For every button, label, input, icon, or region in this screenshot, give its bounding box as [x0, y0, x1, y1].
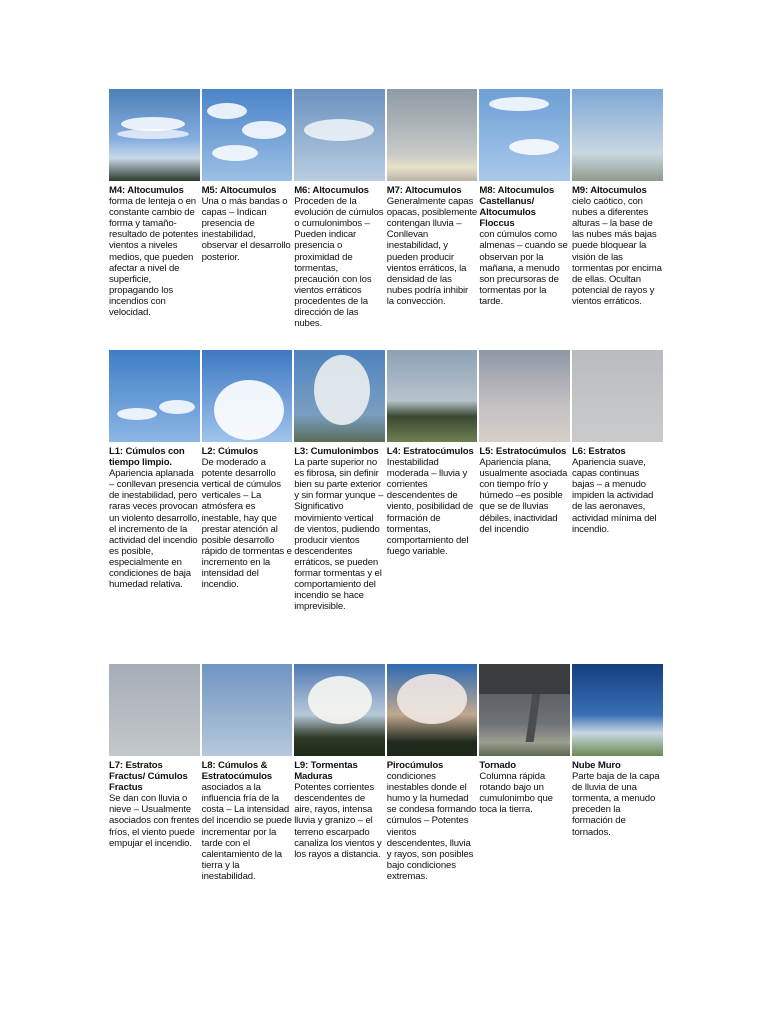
cloud-card-l1	[109, 350, 200, 664]
cloud-card-l6	[572, 350, 663, 664]
cloud-title: M9: Altocumulos	[571, 185, 647, 196]
cloud-title: M5: Altocumulos	[201, 185, 277, 196]
cloud-card-l2	[202, 350, 293, 664]
cloud-desc: cielo caótico, con nubes a diferentes alturas – la base de las nubes más bajas puede bloquear la visión de las tormentas por encima de ellas. Ocultan potencial de rayos y vientos erráticos.	[571, 196, 662, 307]
cloud-title: L3: Cumulonimbos	[294, 446, 379, 457]
cloud-photo-l9	[294, 664, 385, 756]
cloud-title: M6: Altocumulos	[294, 185, 369, 196]
cloud-title: L6: Estratos	[571, 446, 626, 457]
cloud-card-m6	[294, 89, 385, 350]
cloud-title: L9: Tormentas Maduras	[294, 760, 358, 783]
cloud-title: L7: Estratos Fractus/ Cúmulos Fractus	[109, 760, 188, 794]
cloud-desc: asociados a la influencia fría de la costa – La intensidad del incendio se puede incrementar por la tarde con el calentamiento de la tierra y la inestabilidad.	[201, 782, 292, 882]
cloud-desc: La parte superior no es fibrosa, sin definir bien su parte exterior y sin formar yunque – Significativo movimiento vertical de vientos, pudiendo producir vientos descendentes erráticos, se pueden formar tormentas y el comportamiento del incendio se hace imprevisible.	[294, 457, 384, 613]
cloud-card-pyro	[387, 664, 478, 964]
cloud-desc: Apariencia plana, usualmente asociada con tiempo frío y húmedo –es posible que se de lluvias débiles, inactividad del incendio	[479, 457, 568, 535]
cloud-title: M4: Altocumulos	[109, 185, 184, 196]
cloud-photo-l4	[387, 350, 478, 442]
cloud-card-l3	[294, 350, 385, 664]
cloud-photo-m4	[109, 89, 200, 181]
cloud-desc: forma de lenteja o en constante cambio de forma y tamaño- resultado de potentes vientos a niveles medios, que pueden afectar a nivel de superficie, propagando los incendios con velocidad.	[109, 196, 199, 319]
cloud-photo-m9	[572, 89, 663, 181]
cloud-desc: Generalmente capas opacas, posiblemente contengan lluvia – Conllevan inestabilidad, y pueden producir vientos erráticos, la densidad de las nubes podría inhibir la convección.	[386, 196, 478, 307]
cloud-desc: condiciones inestables donde el humo y la humedad se condesa formando cúmulos – Potentes vientos descendentes, lluvia y rayos, son posibles bajo condiciones extremas.	[386, 771, 477, 882]
cloud-title: Tornado	[479, 760, 516, 771]
cloud-desc: Una o más bandas o capas – Indican presencia de inestabilidad, observar el desarrollo posterior.	[201, 196, 291, 263]
cloud-card-tornado	[479, 664, 570, 964]
cloud-row-mid	[109, 89, 663, 350]
cloud-card-m8	[479, 89, 570, 350]
cloud-title: M8: Altocumulos Castellanus/ Altocumulos Floccus	[479, 185, 555, 230]
cloud-desc: Se dan con lluvia o nieve – Usualmente asociados con frentes fríos, el viento puede empujar el incendio.	[109, 793, 200, 849]
cloud-card-m9	[572, 89, 663, 350]
cloud-photo-wall	[572, 664, 663, 756]
cloud-photo-m8	[479, 89, 570, 181]
cloud-photo-l5	[479, 350, 570, 442]
cloud-desc: Apariencia aplanada – conllevan presencia de inestabilidad, pero raras veces provocan un violento desarrollo, el incremento de la actividad del incendio es posible, especialmente en condiciones de baja humedad relativa.	[109, 468, 200, 591]
cloud-photo-l6	[572, 350, 663, 442]
cloud-desc: Apariencia suave, capas continuas bajas – a menudo impiden la actividad de las aeronaves, actividad mínima del incendio.	[571, 457, 657, 535]
cloud-row-storm	[109, 664, 663, 964]
cloud-card-m7	[387, 89, 478, 350]
cloud-desc: Columna rápida rotando bajo un cumulonimbo que toca la tierra.	[479, 771, 553, 816]
cloud-card-m5	[202, 89, 293, 350]
cloud-photo-l7	[109, 664, 200, 756]
cloud-title: L2: Cúmulos	[201, 446, 259, 457]
cloud-photo-m5	[202, 89, 293, 181]
cloud-photo-l3	[294, 350, 385, 442]
cloud-photo-l2	[202, 350, 293, 442]
cloud-desc: con cúmulos como almenas – cuando se observan por la mañana, a menudo son precursoras de tormentas por la tarde.	[479, 229, 568, 307]
cloud-title: L8: Cúmulos & Estratocúmulos	[201, 760, 272, 783]
cloud-photo-l1	[109, 350, 200, 442]
cloud-card-m4	[109, 89, 200, 350]
cloud-title: Pirocúmulos	[386, 760, 444, 771]
cloud-photo-m6	[294, 89, 385, 181]
cloud-title: Nube Muro	[571, 760, 621, 771]
cloud-title: L5: Estratocúmulos	[479, 446, 567, 457]
cloud-photo-l8	[202, 664, 293, 756]
cloud-photo-tornado	[479, 664, 570, 756]
cloud-photo-pyro	[387, 664, 478, 756]
cloud-row-low	[109, 350, 663, 664]
cloud-desc: Inestabilidad moderada – lluvia y corrientes descendentes de viento, posibilidad de formación de tormentas, comportamiento del fuego variable.	[386, 457, 474, 557]
cloud-desc: Potentes corrientes descendentes de aire, rayos, intensa lluvia y granizo – el terreno escarpado canaliza los vientos y los rayos a distancia.	[294, 782, 382, 860]
cloud-desc: De moderado a potente desarrollo vertical de cúmulos verticales – La atmósfera es inestable, hay que prestar atención al posible desarrollo rápido de tormentas e incremento en la intensidad del incendio.	[201, 457, 292, 591]
cloud-card-wall	[572, 664, 663, 964]
cloud-desc: Parte baja de la capa de lluvia de una tormenta, a menudo preceden la formación de tornados.	[571, 771, 660, 838]
cloud-card-l9	[294, 664, 385, 964]
cloud-title: M7: Altocumulos	[386, 185, 462, 196]
cloud-desc: Proceden de la evolución de cúmulos o cumulonimbos – Pueden indicar presencia o proximidad de tormentas, precaución con los vientos erráticos procedentes de la dirección de las nubes.	[294, 196, 384, 330]
cloud-title: L4: Estratocúmulos	[386, 446, 474, 457]
cloud-card-l4	[387, 350, 478, 664]
cloud-grid	[109, 89, 663, 964]
cloud-card-l8	[202, 664, 293, 964]
cloud-title: L1: Cúmulos con tiempo limpio.	[109, 446, 185, 469]
cloud-card-l5	[479, 350, 570, 664]
cloud-card-l7	[109, 664, 200, 964]
cloud-photo-m7	[387, 89, 478, 181]
